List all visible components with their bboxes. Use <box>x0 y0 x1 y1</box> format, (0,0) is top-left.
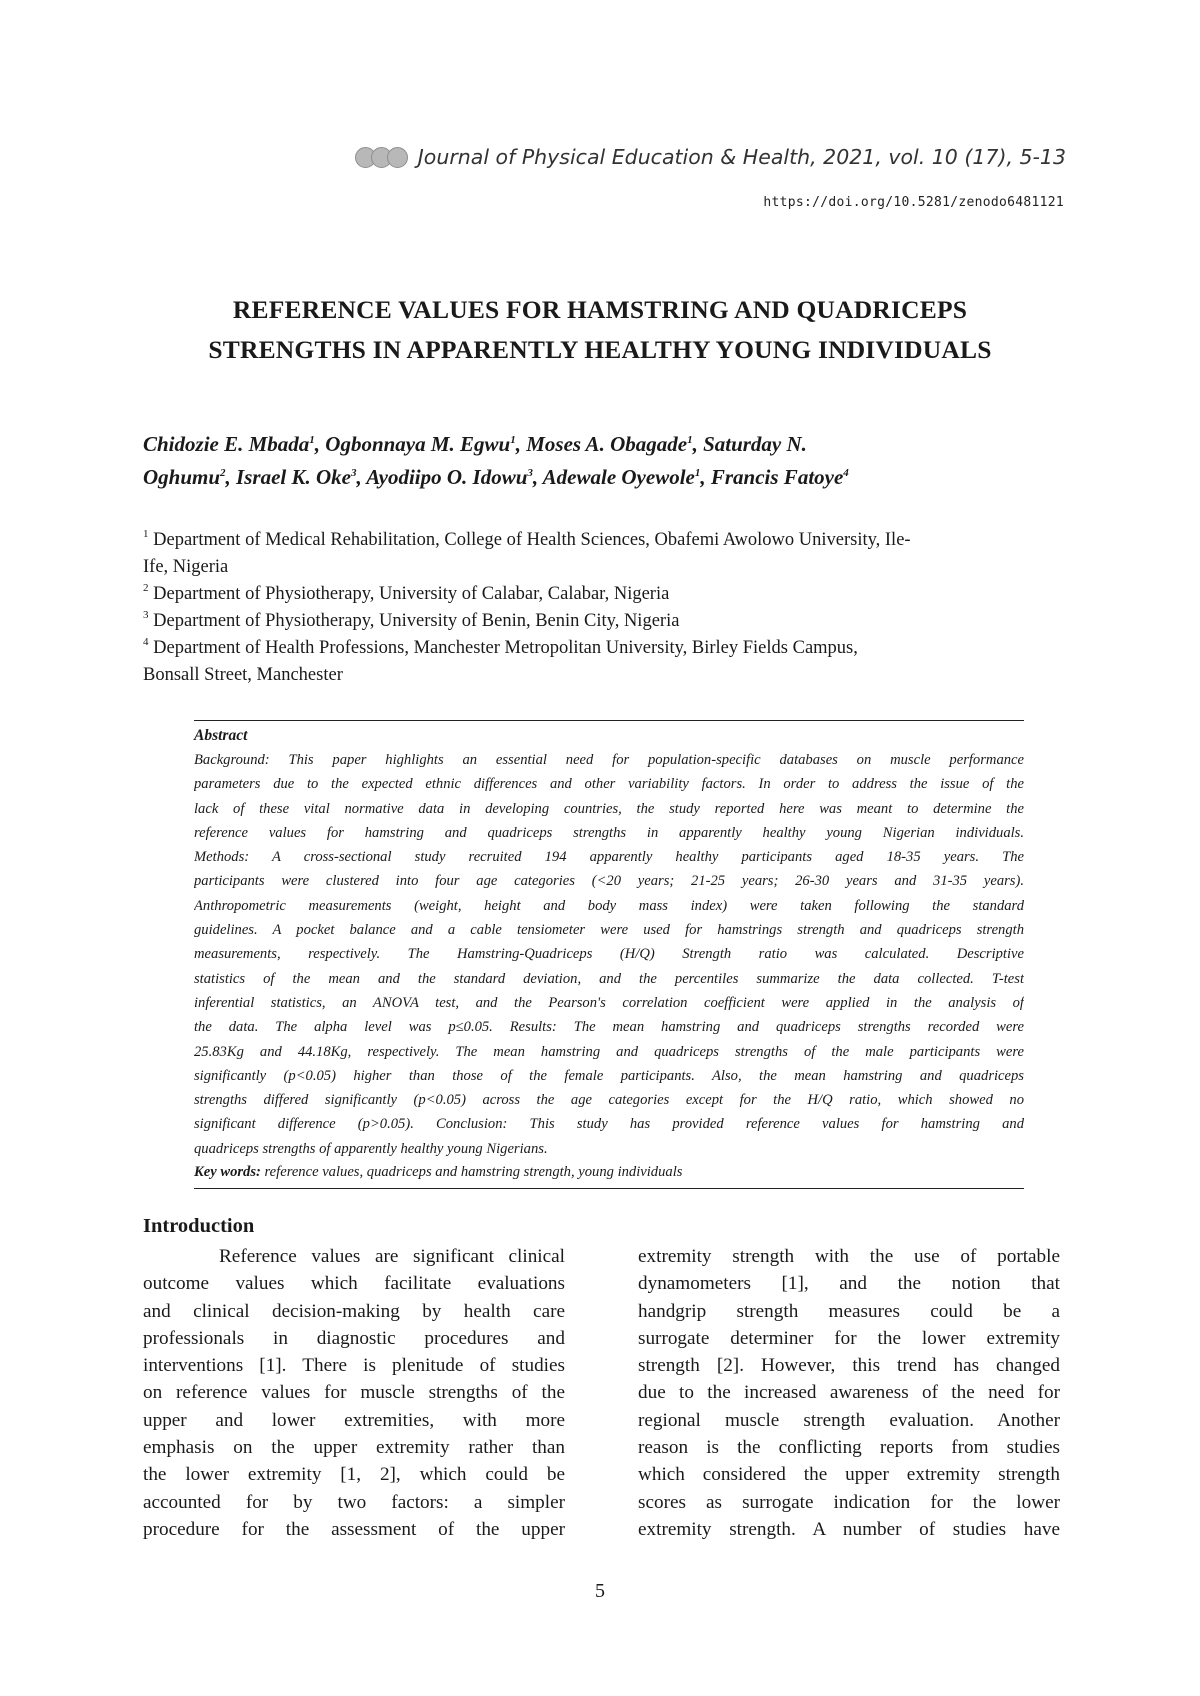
author-line: Chidozie E. Mbada$^1$, Ogbonnaya M. Egwu$^1$, Moses A. Obagade$^1$, Saturday N. <box>143 432 807 456</box>
abstract-line: measurements, respectively. The Hamstring-Quadriceps (H/Q) Strength ratio was calculated. Descriptive <box>194 946 1024 963</box>
keywords <box>194 1161 1024 1184</box>
body-line: outcome values which facilitate evaluations <box>143 1273 565 1295</box>
abstract-line: 25.83Kg and 44.18Kg, respectively. The mean hamstring and quadriceps strengths of the male participants were <box>194 1043 1024 1060</box>
body-line: which considered the upper extremity strength <box>638 1464 1060 1486</box>
body-line: on reference values for muscle strengths of the <box>143 1382 565 1404</box>
body-line: and clinical decision-making by health care <box>143 1300 565 1322</box>
journal-citation: Journal of Physical Education & Health, 2021, vol. 10 (17), 5-13 <box>417 145 1066 169</box>
author-name: Ayodiipo O. Idowu <box>366 465 528 489</box>
author-line: Oghumu$^2$, Israel K. Oke$^3$, Ayodiipo O. Idowu$^3$, Adewale Oyewole$^1$, Francis Fatoye$^4$ <box>143 465 849 489</box>
author-name: Israel K. Oke <box>236 465 351 489</box>
affiliation-num: 3 <box>143 609 149 621</box>
body-line: dynamometers [1], and the notion that <box>638 1273 1060 1295</box>
page-number: 5 <box>595 1580 605 1602</box>
author-name: Chidozie E. Mbada <box>143 432 310 456</box>
author-name: Moses A. Obagade <box>526 432 688 456</box>
body-line: the lower extremity [1, 2], which could be <box>143 1464 565 1486</box>
keywords-label: Key words: <box>194 1164 261 1181</box>
body-line: extremity strength. A number of studies have <box>638 1518 1060 1540</box>
abstract-line: Methods: A cross-sectional study recruited 194 apparently healthy participants aged 18-35 years. The <box>194 849 1024 866</box>
author-name: Francis Fatoye <box>710 465 844 489</box>
doi-link[interactable]: https://doi.org/10.5281/zenodo6481121 <box>763 195 1064 210</box>
affiliation-num: 2 <box>143 582 149 594</box>
abstract-heading: Abstract <box>194 727 248 744</box>
abstract-line: guidelines. A pocket balance and a cable tensiometer were used for hamstrings strength and quadriceps strength <box>194 922 1024 939</box>
journal-logo-icon <box>355 147 408 168</box>
abstract-line: lack of these vital normative data in developing countries, the study reported here was meant to determine the <box>194 800 1024 817</box>
abstract-line: statistics of the mean and the standard deviation, and the percentiles summarize the data collected. T-test <box>194 970 1024 987</box>
author-affil-num: 1 <box>309 434 315 446</box>
author-list <box>143 428 1063 494</box>
abstract-box <box>194 720 1024 1189</box>
body-line: due to the increased awareness of the need for <box>638 1382 1060 1404</box>
author-name: Ogbonnaya M. Egwu <box>325 432 511 456</box>
abstract-body <box>194 748 1024 1161</box>
abstract-line: quadriceps strengths of apparently healthy young Nigerians. <box>194 1140 548 1157</box>
body-line: extremity strength with the use of portable <box>638 1246 1060 1267</box>
abstract-line: reference values for hamstring and quadriceps strengths in apparently healthy young Nigerian individuals. <box>194 824 1024 841</box>
affiliation-num: 4 <box>143 636 149 648</box>
intro-column-left <box>143 1243 565 1543</box>
title-line: STRENGTHS IN APPARENTLY HEALTHY YOUNG INDIVIDUALS <box>208 335 992 364</box>
affiliation-item <box>143 608 1063 635</box>
affiliation-item <box>143 635 1063 689</box>
author-affil-num: 2 <box>220 467 226 479</box>
affiliation-text: Department of Physiotherapy, University of Benin, Benin City, Nigeria <box>153 611 680 631</box>
journal-header <box>355 145 1066 169</box>
keywords-text: reference values, quadriceps and hamstring strength, young individuals <box>264 1164 683 1181</box>
body-line: strength [2]. However, this trend has changed <box>638 1355 1060 1377</box>
affiliation-text: Ife, Nigeria <box>143 557 229 577</box>
introduction-heading: Introduction <box>143 1215 255 1237</box>
body-line: procedure for the assessment of the upper <box>143 1518 565 1540</box>
title-line: REFERENCE VALUES FOR HAMSTRING AND QUADRICEPS <box>232 295 968 324</box>
author-affil-num: 1 <box>510 434 516 446</box>
abstract-line: the data. The alpha level was p≤0.05. Results: The mean hamstring and quadriceps strengths recorded were <box>194 1019 1024 1036</box>
author-affil-num: 1 <box>687 434 693 446</box>
body-line: professionals in diagnostic procedures and <box>143 1327 565 1349</box>
body-line: interventions [1]. There is plenitude of studies <box>143 1355 565 1377</box>
affiliation-list <box>143 527 1063 689</box>
abstract-line: significant difference (p>0.05). Conclusion: This study has provided reference values for hamstring and <box>194 1116 1024 1133</box>
body-line: handgrip strength measures could be a <box>638 1300 1060 1322</box>
body-line: emphasis on the upper extremity rather than <box>143 1437 565 1459</box>
abstract-line: Background: This paper highlights an essential need for population-specific databases on muscle performance <box>194 752 1024 768</box>
abstract-line: strengths differed significantly (p<0.05) across the age categories except for the H/Q ratio, which showed no <box>194 1092 1024 1109</box>
abstract-line: participants were clustered into four age categories (<20 years; 21-25 years; 26-30 years and 31-35 years). <box>194 873 1024 890</box>
affiliation-text: Bonsall Street, Manchester <box>143 665 343 685</box>
intro-column-right <box>638 1243 1060 1543</box>
paper-title <box>140 290 1060 370</box>
author-affil-num: 1 <box>694 467 701 479</box>
body-line: upper and lower extremities, with more <box>143 1409 565 1431</box>
affiliation-num: 1 <box>143 528 149 540</box>
body-line: surrogate determiner for the lower extremity <box>638 1327 1060 1349</box>
abstract-line: parameters due to the expected ethnic differences and other variability factors. In order to address the issue of the <box>194 776 1024 793</box>
author-affil-num: 3 <box>527 467 533 479</box>
body-line: scores as surrogate indication for the lower <box>638 1491 1060 1513</box>
body-line: regional muscle strength evaluation. Another <box>638 1409 1060 1431</box>
author-affil-num: 3 <box>350 467 357 479</box>
affiliation-item <box>143 527 1063 581</box>
author-name-part: Saturday N. <box>703 432 807 456</box>
affiliation-item <box>143 581 1063 608</box>
affiliation-text: Department of Health Professions, Manchester Metropolitan University, Birley Fields Campus, <box>153 638 858 658</box>
abstract-line: significantly (p<0.05) higher than those of the female participants. Also, the mean hamstring and quadriceps <box>194 1067 1024 1084</box>
body-line: reason is the conflicting reports from studies <box>638 1437 1060 1459</box>
affiliation-text: Department of Physiotherapy, University of Calabar, Calabar, Nigeria <box>153 584 670 604</box>
affiliation-text: Department of Medical Rehabilitation, College of Health Sciences, Obafemi Awolowo University, Ile- <box>153 530 911 550</box>
body-line: Reference values are significant clinical <box>219 1246 565 1267</box>
author-affil-num: 4 <box>843 467 849 479</box>
abstract-line: inferential statistics, an ANOVA test, and the Pearson's correlation coefficient were applied in the analysis of <box>194 994 1024 1011</box>
body-line: accounted for by two factors: a simpler <box>143 1491 565 1513</box>
abstract-line: Anthropometric measurements (weight, height and body mass index) were taken following the standard <box>194 897 1024 914</box>
author-name: Adewale Oyewole <box>542 465 695 489</box>
author-name-part: Oghumu <box>143 465 221 489</box>
